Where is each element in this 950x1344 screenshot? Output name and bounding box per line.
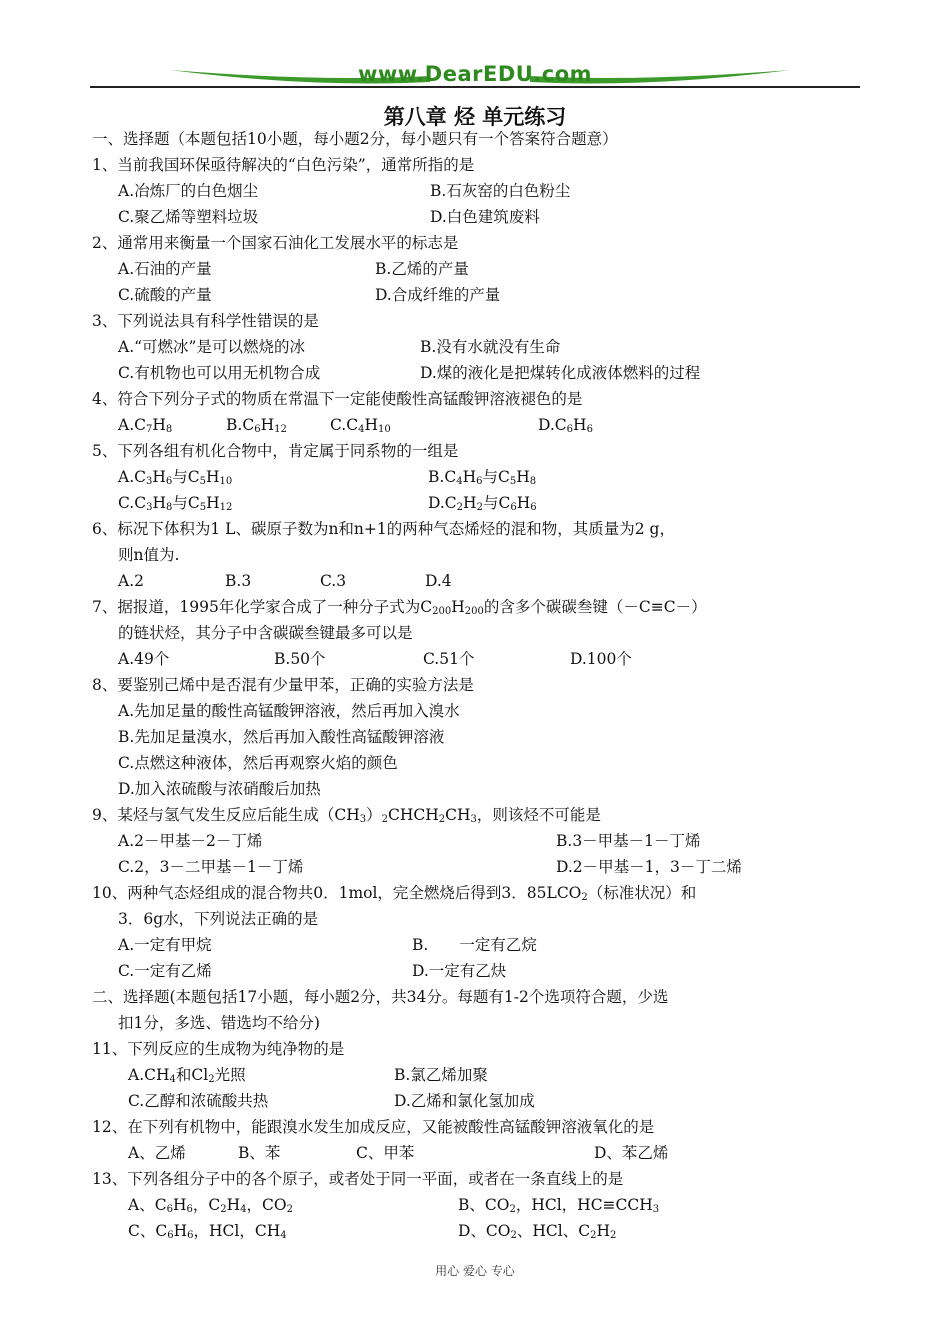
question-8-options-row (118, 698, 862, 724)
question-8-options-row (118, 776, 862, 802)
question-11-option-b[interactable]: B.氯乙烯加聚 (394, 1066, 488, 1084)
question-7-option-a[interactable]: A.49个 (118, 650, 170, 668)
question-3-stem: 3、下列说法具有科学性错误的是 (92, 312, 319, 330)
question-8-option-a[interactable]: A.先加足量的酸性高锰酸钾溶液，然后再加入溴水 (118, 702, 460, 720)
question-2-option-b[interactable]: B.乙烯的产量 (375, 260, 469, 278)
question-13-option-b[interactable]: B、$CO_2$，HCl，$HC\equiv CCH_3$ (458, 1196, 660, 1215)
section-heading-2-cont: 扣1分，多选、错选均不给分) (118, 1014, 320, 1032)
question-13-options-row (118, 1218, 862, 1244)
section-heading: 一、选择题（本题包括10小题，每小题2分，每小题只有一个答案符合题意） (92, 130, 618, 148)
question-12-option-d[interactable]: D、苯乙烯 (594, 1144, 669, 1162)
section-heading-2: 二、选择题(本题包括17小题，每小题2分，共34分。每题有1-2个选项符合题，少选 (92, 988, 669, 1006)
question-11-options-row (118, 1088, 862, 1114)
question-7-stem-cont: 的链状烃，其分子中含碳碳叁键最多可以是 (118, 624, 413, 642)
question-6-options-row (118, 568, 862, 594)
question-4-option-a[interactable]: $A.C_7H_8$ (118, 416, 173, 435)
question-5-option-d[interactable]: $D.C_2H_2$与$C_6H_6$ (428, 494, 537, 513)
question-9-option-b[interactable]: B.3－甲基－1－丁烯 (556, 832, 701, 850)
question-11-options-row (118, 1062, 862, 1088)
question-6-stem: 6、标况下体积为1 L、碳原子数为n和n+1的两种气态烯烃的混和物，其质量为2 g， (92, 520, 675, 538)
question-8-option-d[interactable]: D.加入浓硫酸与浓硝酸后加热 (118, 780, 321, 798)
page-title: 第八章 烃 单元练习 (383, 105, 567, 129)
header-rule (90, 86, 860, 88)
question-1-option-b[interactable]: B.石灰窑的白色粉尘 (430, 182, 571, 200)
question-3-option-d[interactable]: D.煤的液化是把煤转化成液体燃料的过程 (420, 364, 701, 382)
question-1-options-row (118, 204, 862, 230)
question-4-option-b[interactable]: $B.C_6H_{12}$ (226, 416, 287, 435)
question-8-option-c[interactable]: C.点燃这种液体，然后再观察火焰的颜色 (118, 754, 398, 772)
question-5-option-a[interactable]: $A.C_3H_6$与$C_5H_{10}$ (118, 468, 233, 487)
question-6-option-c[interactable]: C.3 (320, 572, 347, 590)
question-4-option-d[interactable]: $D.C_6H_6$ (538, 416, 593, 435)
question-5-options-row (118, 490, 862, 516)
question-11-option-d[interactable]: D.乙烯和氯化氢加成 (394, 1092, 535, 1110)
question-11-option-a[interactable]: $A.CH_4$和$Cl_2$光照 (128, 1066, 246, 1085)
question-9-option-a[interactable]: A.2－甲基－2－丁烯 (118, 832, 263, 850)
question-2-options-row (118, 256, 862, 282)
question-13-stem: 13、下列各组分子中的各个原子，或者处于同一平面，或者在一条直线上的是 (92, 1170, 624, 1188)
question-9-options-row (118, 828, 862, 854)
question-12-option-c[interactable]: C、甲苯 (356, 1144, 415, 1162)
question-11-stem: 11、下列反应的生成物为纯净物的是 (92, 1040, 345, 1058)
question-12-option-a[interactable]: A、乙烯 (128, 1144, 186, 1162)
question-7-option-b[interactable]: B.50个 (274, 650, 326, 668)
question-1-option-d[interactable]: D.白色建筑废料 (430, 208, 540, 226)
question-2-option-d[interactable]: D.合成纤维的产量 (375, 286, 501, 304)
question-7-options-row (118, 646, 862, 672)
question-2-stem: 2、通常用来衡量一个国家石油化工发展水平的标志是 (92, 234, 459, 252)
question-6-option-b[interactable]: B.3 (225, 572, 252, 590)
question-5-option-c[interactable]: $C.C_3H_8$与$C_5H_{12}$ (118, 494, 233, 513)
question-10-options-row (118, 932, 862, 958)
question-6-option-a[interactable]: A.2 (118, 572, 144, 590)
question-13-option-d[interactable]: D、$CO_2$、HCl、$C_2H_2$ (458, 1222, 617, 1241)
question-1-options-row (118, 178, 862, 204)
question-12-stem: 12、在下列有机物中，能跟溴水发生加成反应，又能被酸性高锰酸钾溶液氧化的是 (92, 1118, 655, 1136)
question-13-options-row (118, 1192, 862, 1218)
site-logo[interactable]: www.DearEDU.com (357, 62, 593, 86)
question-9-stem: 9、某烃与氢气发生反应后能生成$(CH_3)_2CHCH_2CH_3$，则该烃不可能是 (92, 806, 601, 825)
question-12-option-b[interactable]: B、苯 (238, 1144, 281, 1162)
question-10-option-c[interactable]: C.一定有乙烯 (118, 962, 212, 980)
question-3-options-row (118, 360, 862, 386)
question-9-options-row (118, 854, 862, 880)
question-9-option-c[interactable]: C.2，3－二甲基－1－丁烯 (118, 858, 304, 876)
page-header (90, 60, 860, 94)
question-5-options-row (118, 464, 862, 490)
question-4-options-row (118, 412, 862, 438)
question-9-option-d[interactable]: D.2－甲基－1，3－丁二烯 (556, 858, 742, 876)
question-13-option-a[interactable]: A、$C_6H_6$，$C_2H_4$，$CO_2$ (128, 1196, 293, 1215)
question-2-options-row (118, 282, 862, 308)
question-10-option-b[interactable]: B. 一定有乙烷 (412, 936, 537, 954)
question-6-stem-cont: 则n值为. (118, 546, 180, 564)
question-10-option-a[interactable]: A.一定有甲烷 (118, 936, 212, 954)
question-4-stem: 4、符合下列分子式的物质在常温下一定能使酸性高锰酸钾溶液褪色的是 (92, 390, 583, 408)
question-1-option-c[interactable]: C.聚乙烯等塑料垃圾 (118, 208, 259, 226)
question-6-option-d[interactable]: D.4 (425, 572, 452, 590)
question-3-option-c[interactable]: C.有机物也可以用无机物合成 (118, 364, 321, 382)
question-8-options-row (118, 750, 862, 776)
question-7-stem: 7、据报道，1995年化学家合成了一种分子式为$C_{200}H_{200}$的含多个碳碳叁键（－C≡C－） (92, 598, 707, 617)
question-5-stem: 5、下列各组有机化合物中，肯定属于同系物的一组是 (92, 442, 459, 460)
question-10-option-d[interactable]: D.一定有乙炔 (412, 962, 507, 980)
question-12-options-row (118, 1140, 862, 1166)
question-5-option-b[interactable]: $B.C_4H_6$与$C_5H_8$ (428, 468, 537, 487)
question-2-option-a[interactable]: A.石油的产量 (118, 260, 212, 278)
question-3-option-a[interactable]: A.“可燃冰”是可以燃烧的冰 (118, 338, 305, 356)
question-1-option-a[interactable]: A.冶炼厂的白色烟尘 (118, 182, 259, 200)
question-2-option-c[interactable]: C.硫酸的产量 (118, 286, 212, 304)
question-10-stem: 10、两种气态烃组成的混合物共0．1mol，完全燃烧后得到3．$85LCO_2$（标准状况）和 (92, 884, 697, 903)
question-11-option-c[interactable]: C.乙醇和浓硫酸共热 (128, 1092, 269, 1110)
question-8-options-row (118, 724, 862, 750)
page-footer: 用心 爱心 专心 (435, 1264, 515, 1278)
question-7-option-c[interactable]: C.51个 (423, 650, 475, 668)
question-10-stem-cont: 3．6g水，下列说法正确的是 (118, 910, 319, 928)
question-1-stem: 1、当前我国环保亟待解决的“白色污染”，通常所指的是 (92, 156, 475, 174)
question-10-options-row (118, 958, 862, 984)
exercise-content (92, 126, 862, 1244)
question-8-stem: 8、要鉴别己烯中是否混有少量甲苯，正确的实验方法是 (92, 676, 474, 694)
question-8-option-b[interactable]: B.先加足量溴水，然后再加入酸性高锰酸钾溶液 (118, 728, 445, 746)
question-13-option-c[interactable]: C、$C_6H_6$，HCl，$CH_4$ (128, 1222, 287, 1241)
question-3-option-b[interactable]: B.没有水就没有生命 (420, 338, 561, 356)
question-4-option-c[interactable]: $C.C_4H_{10}$ (330, 416, 391, 435)
question-3-options-row (118, 334, 862, 360)
question-7-option-d[interactable]: D.100个 (570, 650, 632, 668)
